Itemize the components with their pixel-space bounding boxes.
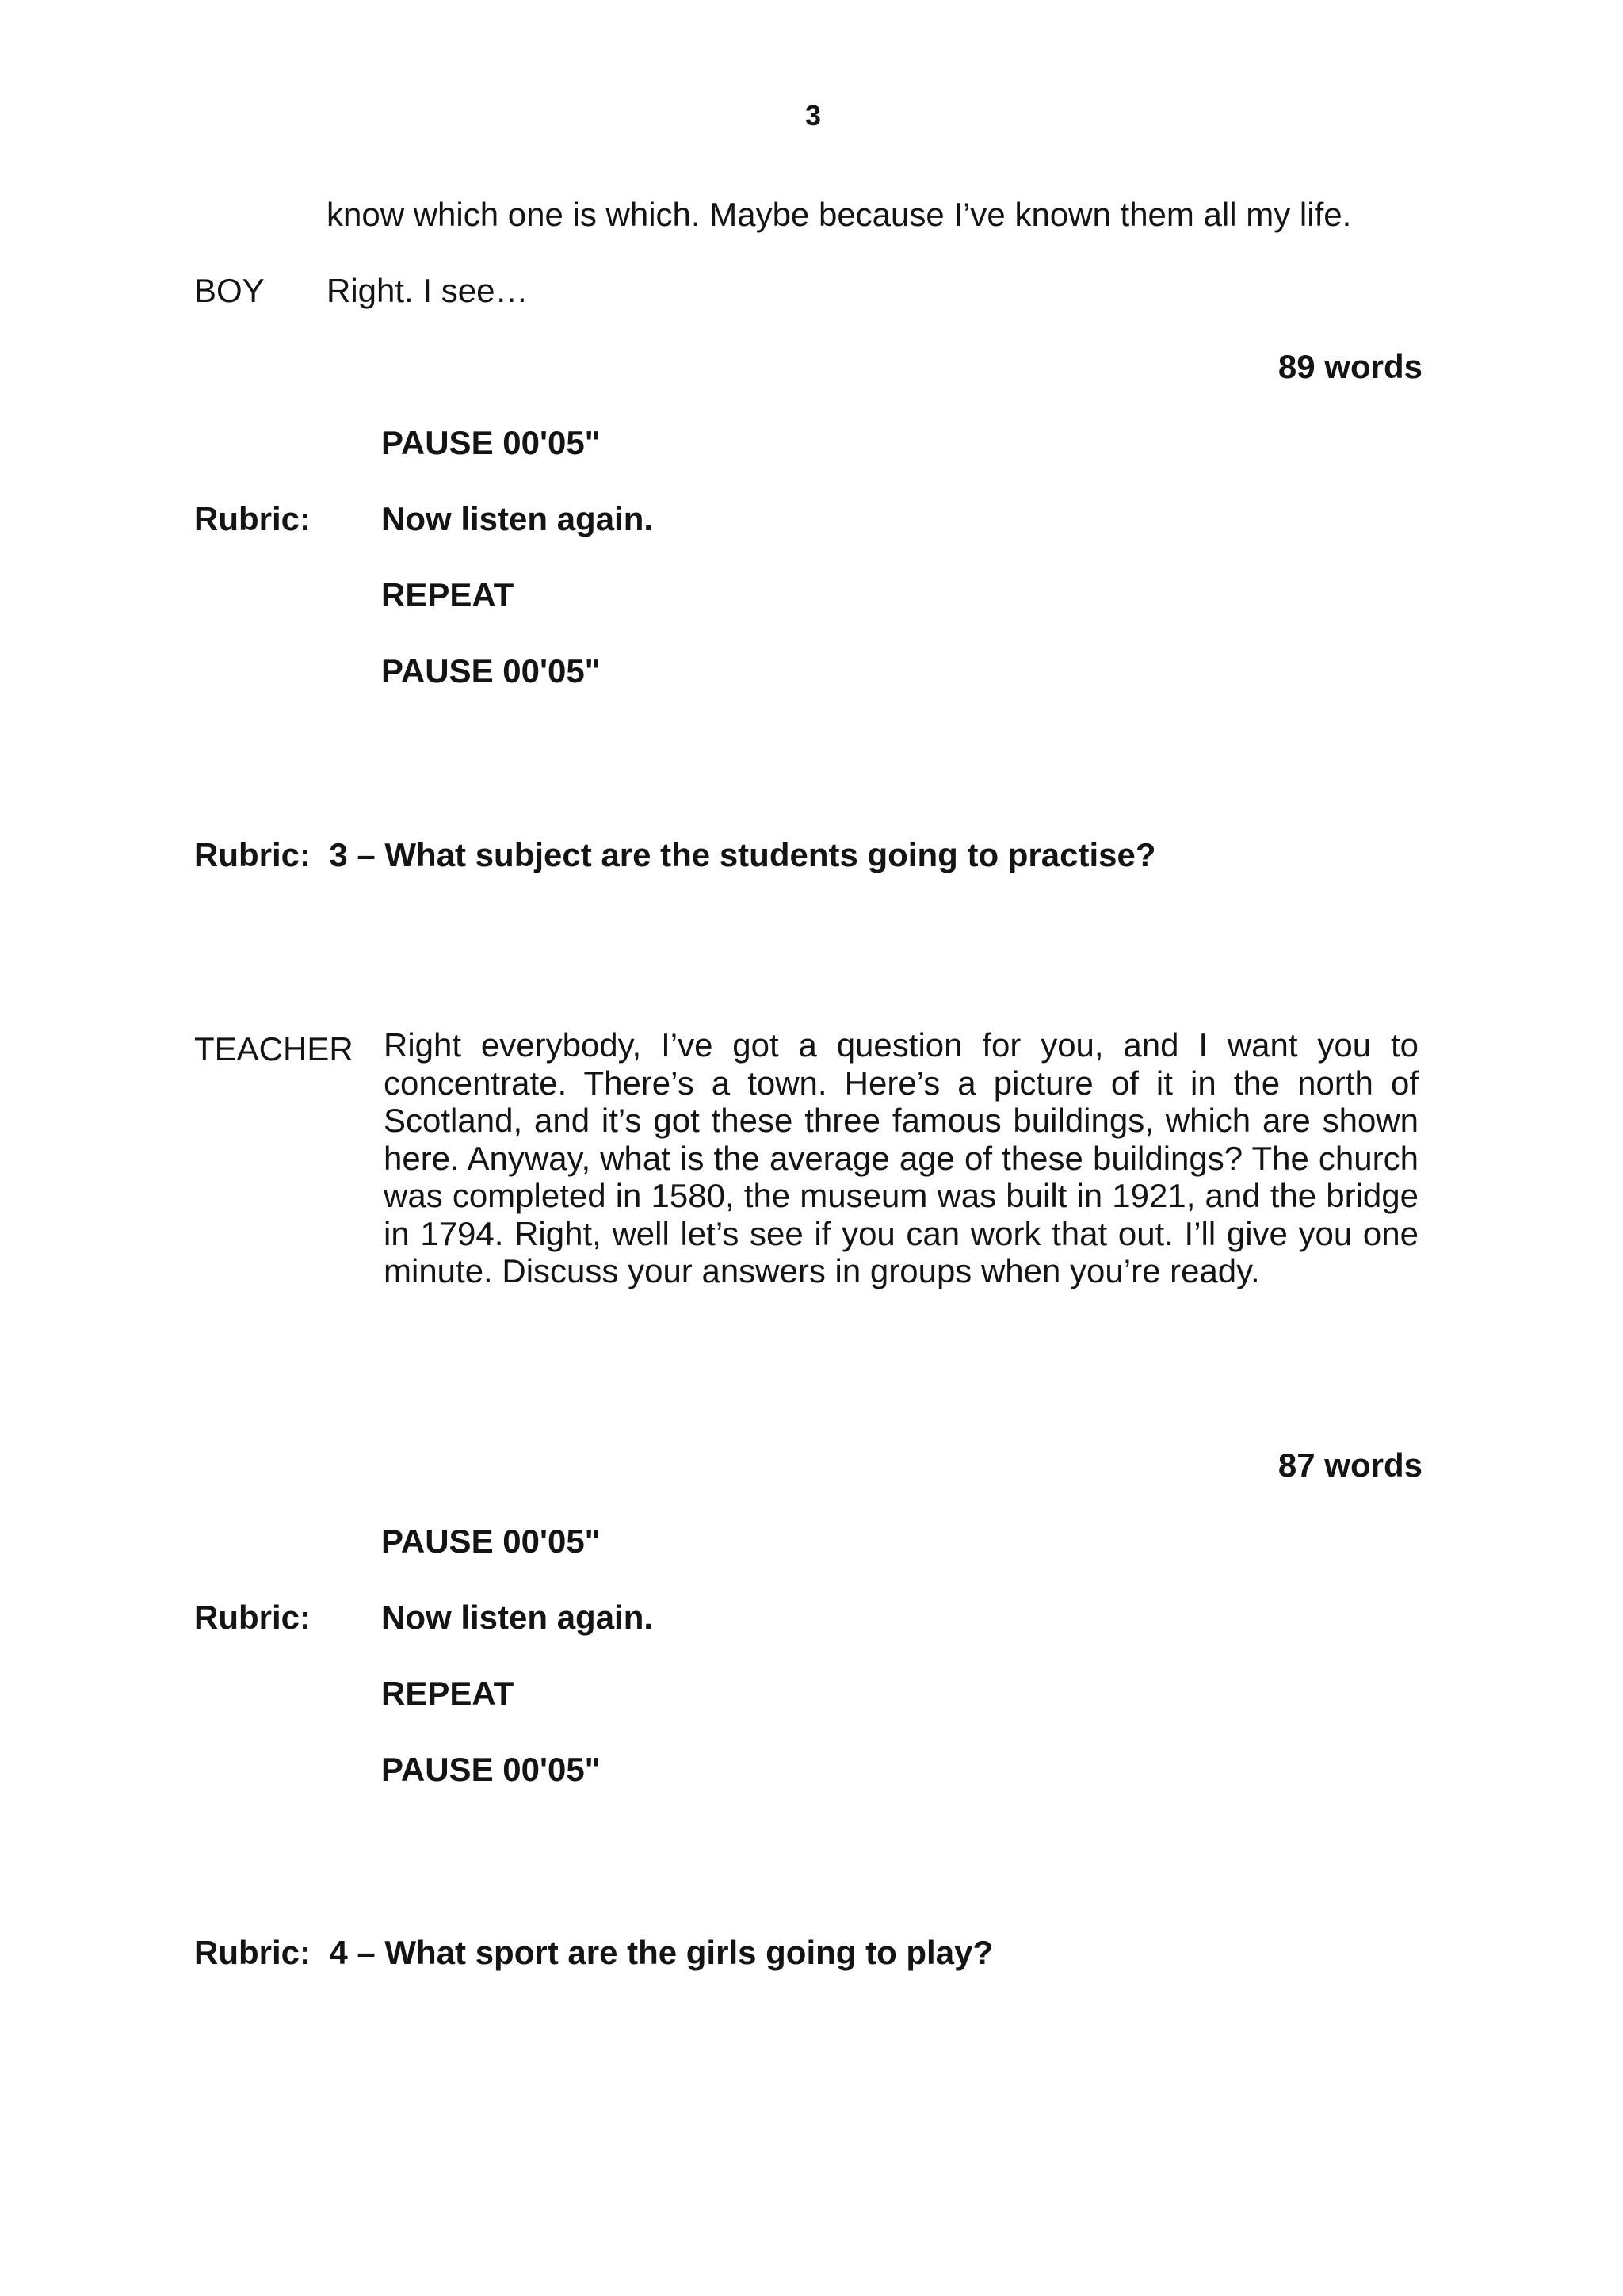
rubric-label: Rubric: (194, 500, 311, 537)
pause-instruction: PAUSE 00'05" (381, 1522, 601, 1560)
continuation-line: know which one is which. Maybe because I’ve known them all my life. (327, 196, 1352, 233)
pause-instruction: PAUSE 00'05" (381, 424, 601, 461)
question-3-heading: Rubric: 3 – What subject are the students going to practise? (194, 836, 1156, 873)
rubric-instruction: Now listen again. (381, 500, 654, 537)
speaker-boy: BOY (194, 272, 265, 309)
word-count: 87 words (1277, 1446, 1423, 1484)
repeat-instruction: REPEAT (381, 1675, 514, 1712)
page-number: 3 (805, 99, 822, 132)
speaker-teacher: TEACHER (194, 1030, 353, 1068)
pause-instruction: PAUSE 00'05" (381, 652, 601, 690)
pause-instruction: PAUSE 00'05" (381, 1751, 601, 1788)
rubric-label: Rubric: (194, 1599, 311, 1636)
question-4-heading: Rubric: 4 – What sport are the girls going to play? (194, 1934, 994, 1971)
rubric-instruction: Now listen again. (381, 1599, 654, 1636)
repeat-instruction: REPEAT (381, 576, 514, 613)
teacher-dialogue: Right everybody, I’ve got a question for you, and I want you to concentrate. There’s a town. Here’s a picture of it in the north of Scotland, and it’s got these three famous buildings, which are shown here. Anyway, what is the average age of these buildings? The church was completed in 1580, the museum was built in 1921, and the bridge in 1794. Right, well let’s see if you can work that out. I’ll give you one minute. Discuss your answers in groups when you’re ready. (384, 1026, 1419, 1289)
boy-dialogue: Right. I see… (327, 272, 529, 309)
word-count: 89 words (1277, 348, 1423, 385)
